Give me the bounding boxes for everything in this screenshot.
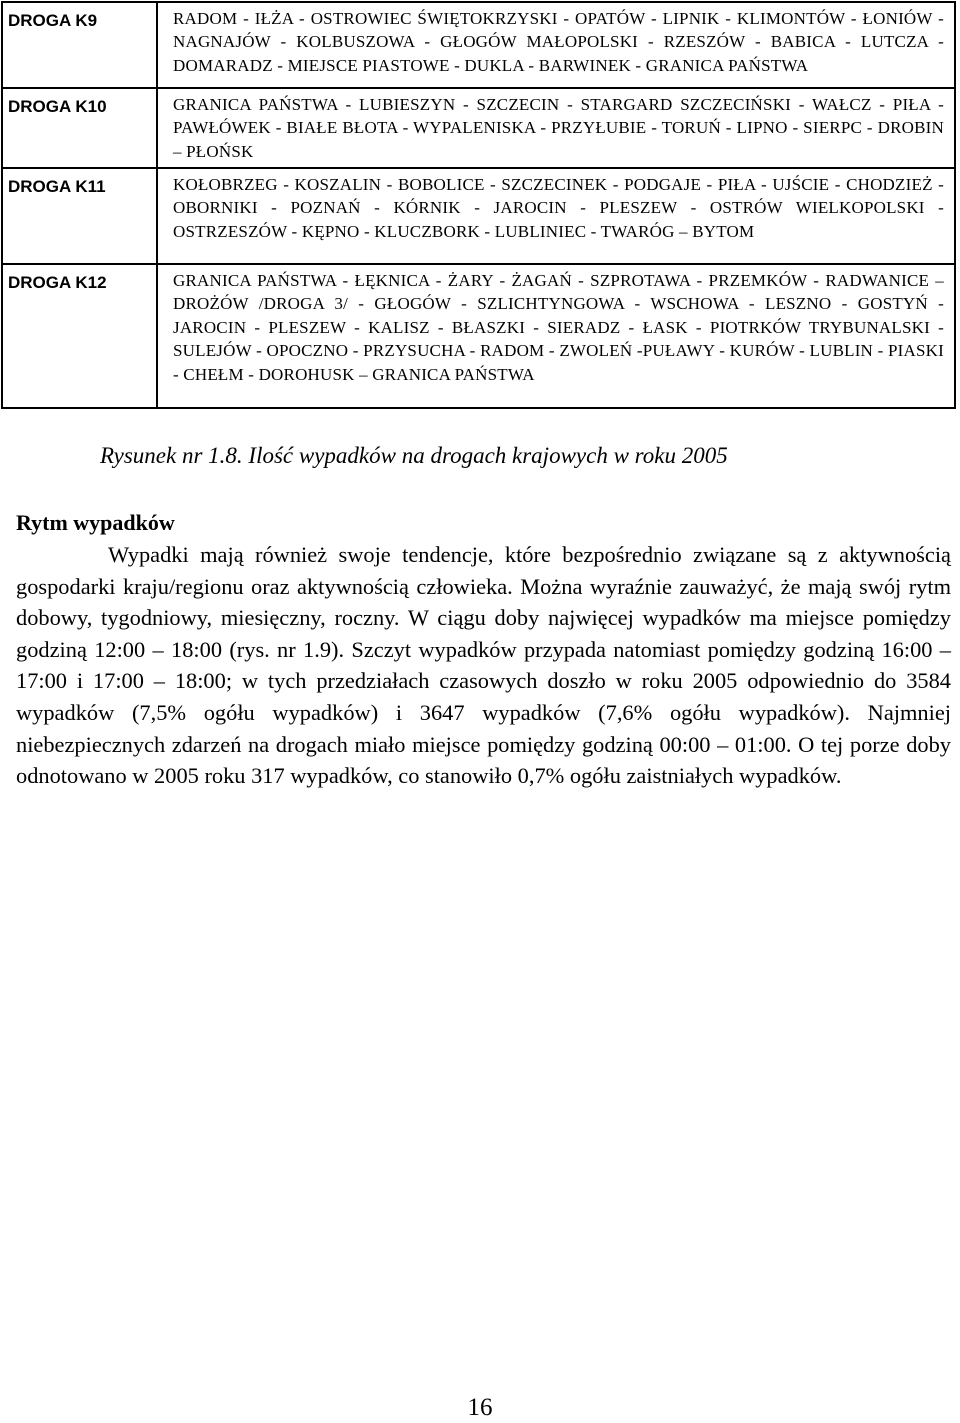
road-route: RADOM - IŁŻA - OSTROWIEC ŚWIĘTOKRZYSKI - OPATÓW - LIPNIK - KLIMONTÓW - ŁONIÓW - NAGNAJÓW - KOLBUSZOWA - GŁOGÓW MAŁOPOLSKI - RZESZÓW - BABICA - LUTCZA - DOMARADZ - MIEJSCE PIASTOWE - DUKLA - BARWINEK - GRANICA PAŃSTWA: [157, 2, 955, 88]
road-name: DROGA K10: [2, 88, 157, 168]
road-route: GRANICA PAŃSTWA - ŁĘKNICA - ŻARY - ŻAGAŃ - SZPROTAWA - PRZEMKÓW - RADWANICE – DROŻÓW /DROGA 3/ - GŁOGÓW - SZLICHTYNGOWA - WSCHOWA - LESZNO - GOSTYŃ - JAROCIN - PLESZEW - KALISZ - BŁASZKI - SIERADZ - ŁASK - PIOTRKÓW TRYBUNALSKI - SULEJÓW - OPOCZNO - PRZYSUCHA - RADOM - ZWOLEŃ -PUŁAWY - KURÓW - LUBLIN - PIASKI - CHEŁM - DOROHUSK – GRANICA PAŃSTWA: [157, 264, 955, 408]
road-name: DROGA K11: [2, 168, 157, 264]
road-name: DROGA K12: [2, 264, 157, 408]
road-name: DROGA K9: [2, 2, 157, 88]
roads-table: [1, 1, 956, 409]
table-row: [2, 88, 955, 168]
road-route: KOŁOBRZEG - KOSZALIN - BOBOLICE - SZCZECINEK - PODGAJE - PIŁA - UJŚCIE - CHODZIEŻ - OBORNIKI - POZNAŃ - KÓRNIK - JAROCIN - PLESZEW - OSTRÓW WIELKOPOLSKI - OSTRZESZÓW - KĘPNO - KLUCZBORK - LUBLINIEC - TWARÓG – BYTOM: [157, 168, 955, 264]
body-paragraph: Wypadki mają również swoje tendencje, które bezpośrednio związane są z aktywnością gospodarki kraju/regionu oraz aktywnością człowieka. Można wyraźnie zauważyć, że mają swój rytm dobowy, tygodniowy, miesięczny, roczny. W ciągu doby najwięcej wypadków ma miejsce pomiędzy godziną 12:00 – 18:00 (rys. nr 1.9). Szczyt wypadków przypada natomiast pomiędzy godziną 16:00 – 17:00 i 17:00 – 18:00; w tych przedziałach czasowych doszło w roku 2005 odpowiednio do 3584 wypadków (7,5% ogółu wypadków) i 3647 wypadków (7,6% ogółu wypadków). Najmniej niebezpiecznych zdarzeń na drogach miało miejsce pomiędzy godziną 00:00 – 01:00. O tej porze doby odnotowano w 2005 roku 317 wypadków, co stanowiło 0,7% ogółu zaistniałych wypadków.: [16, 542, 951, 789]
section-heading: Rytm wypadków: [16, 510, 175, 535]
table-row: [2, 2, 955, 88]
table-row: [2, 264, 955, 408]
figure-caption: Rysunek nr 1.8. Ilość wypadków na drogach krajowych w roku 2005: [100, 443, 728, 468]
road-route: GRANICA PAŃSTWA - LUBIESZYN - SZCZECIN - STARGARD SZCZECIŃSKI - WAŁCZ - PIŁA - PAWŁÓWEK - BIAŁE BŁOTA - WYPALENISKA - PRZYŁUBIE - TORUŃ - LIPNO - SIERPC - DROBIN – PŁOŃSK: [157, 88, 955, 168]
table-row: [2, 168, 955, 264]
page-number: 16: [467, 1394, 493, 1421]
